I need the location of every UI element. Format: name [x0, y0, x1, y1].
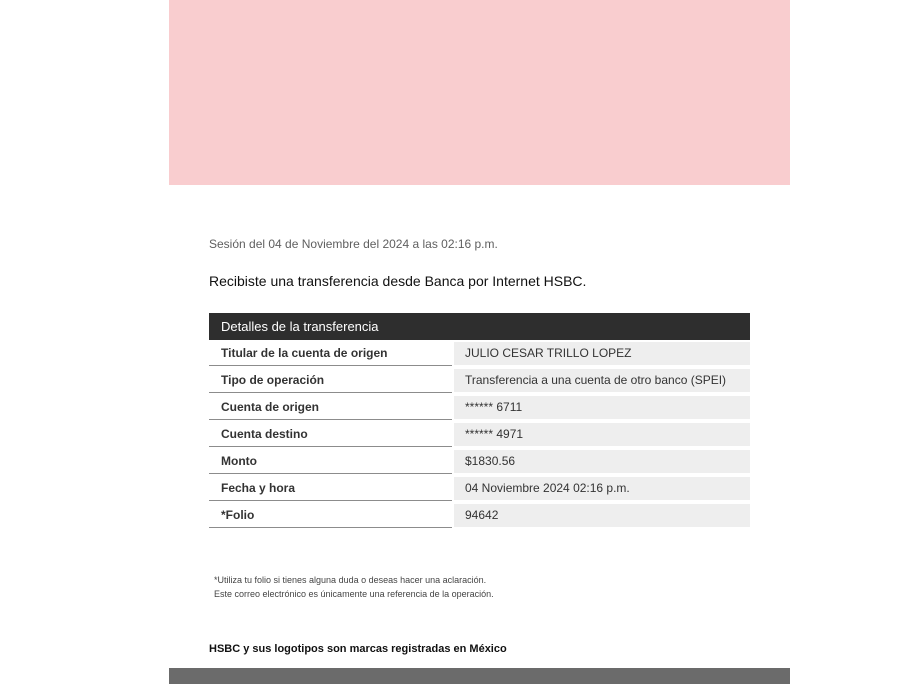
row-label-monto: Monto: [209, 448, 452, 474]
footnote-folio: *Utiliza tu folio si tienes alguna duda o deseas hacer una aclaración.: [214, 575, 487, 585]
table-row: [209, 448, 750, 475]
header-banner: [169, 0, 790, 185]
row-label-fecha-hora: Fecha y hora: [209, 475, 452, 501]
table-row: [209, 340, 750, 367]
table-row: [209, 475, 750, 502]
row-label-cuenta-origen: Cuenta de origen: [209, 394, 452, 420]
row-value-tipo-operacion: Transferencia a una cuenta de otro banco (SPEI): [454, 369, 750, 392]
row-value-cuenta-origen: ****** 6711: [454, 396, 750, 419]
table-row: [209, 394, 750, 421]
footnotes: [214, 573, 494, 601]
row-label-tipo-operacion: Tipo de operación: [209, 367, 452, 393]
row-label-titular: Titular de la cuenta de origen: [209, 340, 452, 366]
transfer-details-table: [209, 313, 750, 529]
footnote-reference: Este correo electrónico es únicamente una referencia de la operación.: [214, 589, 494, 599]
row-label-cuenta-destino: Cuenta destino: [209, 421, 452, 447]
footer-bar: [169, 668, 790, 684]
row-value-titular: JULIO CESAR TRILLO LOPEZ: [454, 342, 750, 365]
table-row: [209, 421, 750, 448]
session-timestamp: Sesión del 04 de Noviembre del 2024 a las 02:16 p.m.: [209, 237, 498, 251]
table-row: [209, 367, 750, 394]
row-value-folio: 94642: [454, 504, 750, 527]
row-value-monto: $1830.56: [454, 450, 750, 473]
row-value-cuenta-destino: ****** 4971: [454, 423, 750, 446]
transfer-details-header: Detalles de la transferencia: [209, 313, 750, 340]
trademark-notice: HSBC y sus logotipos son marcas registradas en México: [209, 643, 507, 655]
row-label-folio: *Folio: [209, 502, 452, 528]
row-value-fecha-hora: 04 Noviembre 2024 02:16 p.m.: [454, 477, 750, 500]
table-row: [209, 502, 750, 529]
intro-message: Recibiste una transferencia desde Banca por Internet HSBC.: [209, 273, 587, 289]
